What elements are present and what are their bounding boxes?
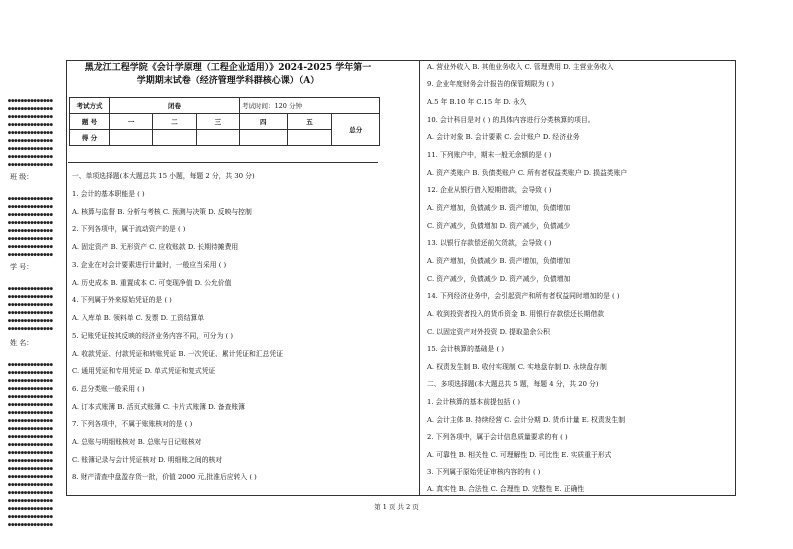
question-line: A. 收到投资者投入的货币资金 B. 用银行存款偿还长期借款 <box>427 310 605 318</box>
binding-dots: ●●●●●●●●●●●●●● <box>8 196 53 202</box>
question-line: 1. 会计的基本职能是 ( ) <box>72 190 145 198</box>
binding-dots: ●●●●●●●●●●●●●● <box>8 418 53 424</box>
question-line: C. 资产减少，负债减少 D. 资产减少，负债增加 <box>427 275 571 283</box>
binding-dots: ●●●●●●●●●●●●●● <box>8 130 53 136</box>
question-line: 4. 下列属于外来原始凭证的是 ( ) <box>72 296 172 304</box>
binding-dots: ●●●●●●●●●●●●●● <box>8 252 53 258</box>
part-5-header: 五 <box>287 114 332 130</box>
question-line: 12. 企业从银行借入短期借款，会导致 ( ) <box>427 186 552 194</box>
exam-title-line2: 学期期末试卷（经济管理学科群核心课）（A） <box>136 76 320 86</box>
part-3-header: 三 <box>196 114 239 130</box>
binding-dots: ●●●●●●●●●●●●●● <box>8 442 53 448</box>
question-line: A. 真实性 B. 合法性 C. 合理性 D. 完整性 E. 正确性 <box>427 485 585 493</box>
binding-dots: ●●●●●●●●●●●●●● <box>8 394 53 400</box>
question-line: A.5 年 B.10 年 C.15 年 D. 永久 <box>427 98 527 106</box>
binding-dots: ●●●●●●●●●●●●●● <box>8 318 53 324</box>
binding-dots: ●●●●●●●●●●●●●● <box>8 162 53 168</box>
part-3-score[interactable] <box>196 130 239 146</box>
question-line: 3. 企业在对会计要素进行计量时，一般应当采用 ( ) <box>72 261 227 269</box>
binding-dots: ●●●●●●●●●●●●●● <box>8 434 53 440</box>
binding-dots: ●●●●●●●●●●●●●● <box>8 378 53 384</box>
binding-dots: ●●●●●●●●●●●●●● <box>8 236 53 242</box>
exam-mode-label: 考试方式 <box>70 98 110 114</box>
question-line: A. 会计主体 B. 持续经营 C. 会计分期 D. 货币计量 E. 权责发生制 <box>427 416 626 424</box>
question-line: 13. 以银行存款偿还前欠货款，会导致 ( ) <box>427 239 552 247</box>
question-line: 2. 下列各项中，属于会计信息质量要求的有 ( ) <box>427 433 568 441</box>
binding-dots: ●●●●●●●●●●●●●● <box>8 514 53 520</box>
question-line: A. 营业外收入 B. 其他业务收入 C. 管理费用 D. 主营业务收入 <box>427 63 614 71</box>
binding-dots: ●●●●●●●●●●●●●● <box>8 122 53 128</box>
question-line: A. 收款凭证、付款凭证和转账凭证 B. 一次凭证、累计凭证和汇总凭证 <box>72 350 284 358</box>
exam-time: 考试时间：120 分钟 <box>240 98 380 114</box>
binding-dots: ●●●●●●●●●●●●●● <box>8 466 53 472</box>
binding-dots: ●●●●●●●●●●●●●● <box>8 220 53 226</box>
binding-dots: ●●●●●●●●●●●●●● <box>8 386 53 392</box>
binding-dots: ●●●●●●●●●●●●●● <box>8 498 53 504</box>
question-no-label: 题 号 <box>70 114 110 130</box>
binding-dots: ●●●●●●●●●●●●●● <box>8 426 53 432</box>
question-line: 8. 财产清查中盘盈存货一批，价值 2000 元,批准后应转入 ( ) <box>72 473 257 481</box>
id-label: 学 号： <box>10 263 34 271</box>
question-line: 3. 下列属于原始凭证审核内容的有 ( ) <box>427 468 541 476</box>
question-line: A. 历史成本 B. 重置成本 C. 可变现净值 D. 公允价值 <box>72 279 232 287</box>
question-line: 6. 总分类账一般采用 ( ) <box>72 385 145 393</box>
score-table <box>69 97 380 146</box>
binding-dots: ●●●●●●●●●●●●●● <box>8 154 53 160</box>
binding-dots: ●●●●●●●●●●●●●● <box>8 106 53 112</box>
binding-dots: ●●●●●●●●●●●●●● <box>8 458 53 464</box>
binding-dots: ●●●●●●●●●●●●●● <box>8 204 53 210</box>
part-4-header: 四 <box>240 114 288 130</box>
binding-dots: ●●●●●●●●●●●●●● <box>8 506 53 512</box>
binding-dots: ●●●●●●●●●●●●●● <box>8 450 53 456</box>
question-line: C. 资产减少，负债增加 D. 资产减少，负债减少 <box>427 222 571 230</box>
part-1-score[interactable] <box>110 130 153 146</box>
question-line: A. 权责发生制 B. 收付实现制 C. 实地盘存制 D. 永续盘存制 <box>427 363 607 371</box>
binding-dots: ●●●●●●●●●●●●●● <box>8 482 53 488</box>
column-divider <box>419 60 420 496</box>
section-1-heading: 一、单项选择题(本大题总共 15 小题，每题 2 分，共 30 分) <box>72 172 255 180</box>
binding-dots: ●●●●●●●●●●●●●● <box>8 244 53 250</box>
total-label: 总分 <box>332 114 380 146</box>
binding-dots: ●●●●●●●●●●●●●● <box>8 522 53 528</box>
binding-dots: ●●●●●●●●●●●●●● <box>8 212 53 218</box>
exam-mode-value: 闭卷 <box>110 98 240 114</box>
exam-title-line1: 黑龙江工程学院《会计学原理（工程企业适用）》2024-2025 学年第一 <box>84 63 372 73</box>
question-line: 14. 下列经济业务中，会引起资产和所有者权益同时增加的是 ( ) <box>427 292 620 300</box>
binding-dots: ●●●●●●●●●●●●●● <box>8 362 53 368</box>
question-line: A. 固定资产 B. 无形资产 C. 应收账款 D. 长期待摊费用 <box>72 243 239 251</box>
binding-dots: ●●●●●●●●●●●●●● <box>8 98 53 104</box>
question-line: A. 可靠性 B. 相关性 C. 可理解性 D. 可比性 E. 实质重于形式 <box>427 451 612 459</box>
binding-dots: ●●●●●●●●●●●●●● <box>8 228 53 234</box>
question-line: C. 账簿记录与会计凭证核对 D. 明细账之间的核对 <box>72 456 223 464</box>
binding-dots: ●●●●●●●●●●●●●● <box>8 370 53 376</box>
question-line: C. 通用凭证和专用凭证 D. 单式凭证和复式凭证 <box>72 367 216 375</box>
binding-dots: ●●●●●●●●●●●●●● <box>8 490 53 496</box>
section-separator <box>68 162 378 163</box>
part-1-header: 一 <box>110 114 153 130</box>
question-line: 7. 下列各项中，不属于账账核对的是 ( ) <box>72 420 193 428</box>
part-2-header: 二 <box>153 114 196 130</box>
binding-margin <box>0 0 62 549</box>
section-2-heading: 二、多项选择题(本大题总共 5 题，每题 4 分，共 20 分) <box>427 380 599 388</box>
part-4-score[interactable] <box>240 130 288 146</box>
binding-dots: ●●●●●●●●●●●●●● <box>8 402 53 408</box>
question-line: 1. 会计核算的基本前提包括 ( ) <box>427 398 521 406</box>
part-2-score[interactable] <box>153 130 196 146</box>
class-label: 班 级： <box>10 173 34 181</box>
question-line: C. 以固定资产对外投资 D. 提取盈余公积 <box>427 328 550 336</box>
question-line: A. 会计对象 B. 会计要素 C. 会计账户 D. 经济业务 <box>427 133 580 141</box>
binding-dots: ●●●●●●●●●●●●●● <box>8 286 53 292</box>
part-5-score[interactable] <box>287 130 332 146</box>
score-label: 得 分 <box>70 130 110 146</box>
name-label: 姓 名： <box>10 339 34 347</box>
binding-dots: ●●●●●●●●●●●●●● <box>8 114 53 120</box>
binding-dots: ●●●●●●●●●●●●●● <box>8 294 53 300</box>
question-line: A. 资产增加，负债减少 B. 资产增加，负债增加 <box>427 257 571 265</box>
question-line: A. 总账与明细账核对 B. 总账与日记账核对 <box>72 438 202 446</box>
page-number: 第 1 页 共 2 页 <box>374 503 419 511</box>
question-line: 2. 下列各项中，属于流动资产的是 ( ) <box>72 225 186 233</box>
binding-dots: ●●●●●●●●●●●●●● <box>8 146 53 152</box>
question-line: 11. 下列账户中，期末一般无余额的是 ( ) <box>427 151 552 159</box>
question-line: A. 资产类账户 B. 负债类账户 C. 所有者权益类账户 D. 损益类账户 <box>427 169 628 177</box>
binding-dots: ●●●●●●●●●●●●●● <box>8 326 53 332</box>
question-line: 10. 会计科目是对 ( ) 的具体内容进行分类核算的项目。 <box>427 116 595 124</box>
question-line: A. 订本式账簿 B. 活页式账簿 C. 卡片式账簿 D. 备查账簿 <box>72 403 245 411</box>
binding-dots: ●●●●●●●●●●●●●● <box>8 474 53 480</box>
binding-dots: ●●●●●●●●●●●●●● <box>8 138 53 144</box>
binding-dots: ●●●●●●●●●●●●●● <box>8 410 53 416</box>
question-line: 15. 会计核算的基础是 ( ) <box>427 345 504 353</box>
binding-dots: ●●●●●●●●●●●●●● <box>8 310 53 316</box>
question-line: 9. 企业年度财务会计报告的保管期限为 ( ) <box>427 80 555 88</box>
binding-dots: ●●●●●●●●●●●●●● <box>8 302 53 308</box>
question-line: A. 入库单 B. 领料单 C. 发票 D. 工资结算单 <box>72 314 205 322</box>
question-line: A. 资产增加，负债减少 B. 资产增加，负债增加 <box>427 204 571 212</box>
question-line: A. 核算与监督 B. 分析与考核 C. 预测与决策 D. 反映与控制 <box>72 208 252 216</box>
question-line: 5. 记账凭证按其反映的经济业务内容不同，可分为 ( ) <box>72 332 234 340</box>
